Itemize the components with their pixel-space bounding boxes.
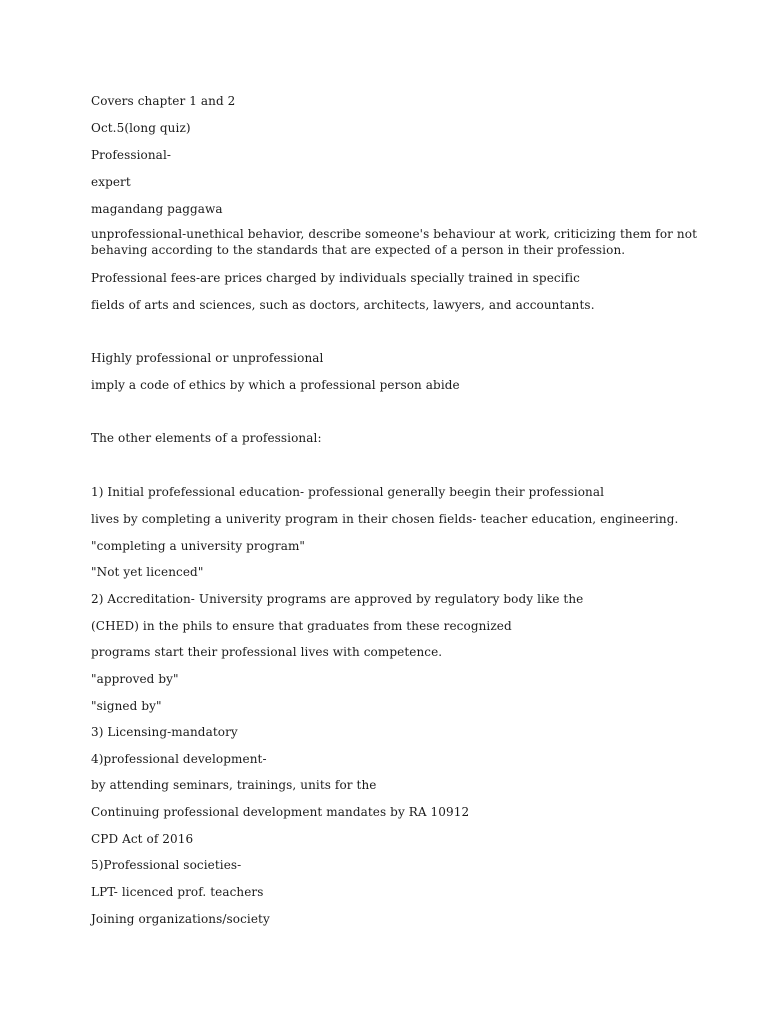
text-line: Highly professional or unprofessional [91,351,324,365]
text-line: Covers chapter 1 and 2 [91,94,236,108]
text-line: imply a code of ethics by which a professional person abide [91,378,460,392]
text-line: Oct.5(long quiz) [91,121,191,135]
text-line: Professional- [91,148,172,162]
text-line: 4)professional development- [91,752,267,766]
text-line: LPT- licenced prof. teachers [91,885,264,899]
text-line: magandang paggawa [91,202,223,216]
text-line: 5)Professional societies- [91,858,242,872]
text-line: by attending seminars, trainings, units for the [91,778,377,792]
text-line: CPD Act of 2016 [91,832,194,846]
text-paragraph: unprofessional-unethical behavior, describe someone's behaviour at work, criticizing them for not behaving according to the standards that are expected of a person in their profession. [91,227,697,257]
text-line: Professional fees-are prices charged by individuals specially trained in specific [91,271,580,285]
text-line: fields of arts and sciences, such as doctors, architects, lawyers, and accountants. [91,298,595,312]
text-line: lives by completing a univerity program in their chosen fields- teacher education, engineering. [91,512,679,526]
text-line: 2) Accreditation- University programs are approved by regulatory body like the [91,592,584,606]
text-line: "Not yet licenced" [91,565,204,579]
text-line: "completing a university program" [91,539,306,553]
text-line: 1) Initial profefessional education- professional generally beegin their professional [91,485,605,499]
text-line: Joining organizations/society [91,912,270,926]
text-line: programs start their professional lives with competence. [91,645,443,659]
text-line: expert [91,175,131,189]
text-line: 3) Licensing-mandatory [91,725,238,739]
text-line: The other elements of a professional: [91,431,322,445]
text-line: Continuing professional development mandates by RA 10912 [91,805,470,819]
text-line: "signed by" [91,699,162,713]
text-line: (CHED) in the phils to ensure that graduates from these recognized [91,619,512,633]
text-line: "approved by" [91,672,179,686]
